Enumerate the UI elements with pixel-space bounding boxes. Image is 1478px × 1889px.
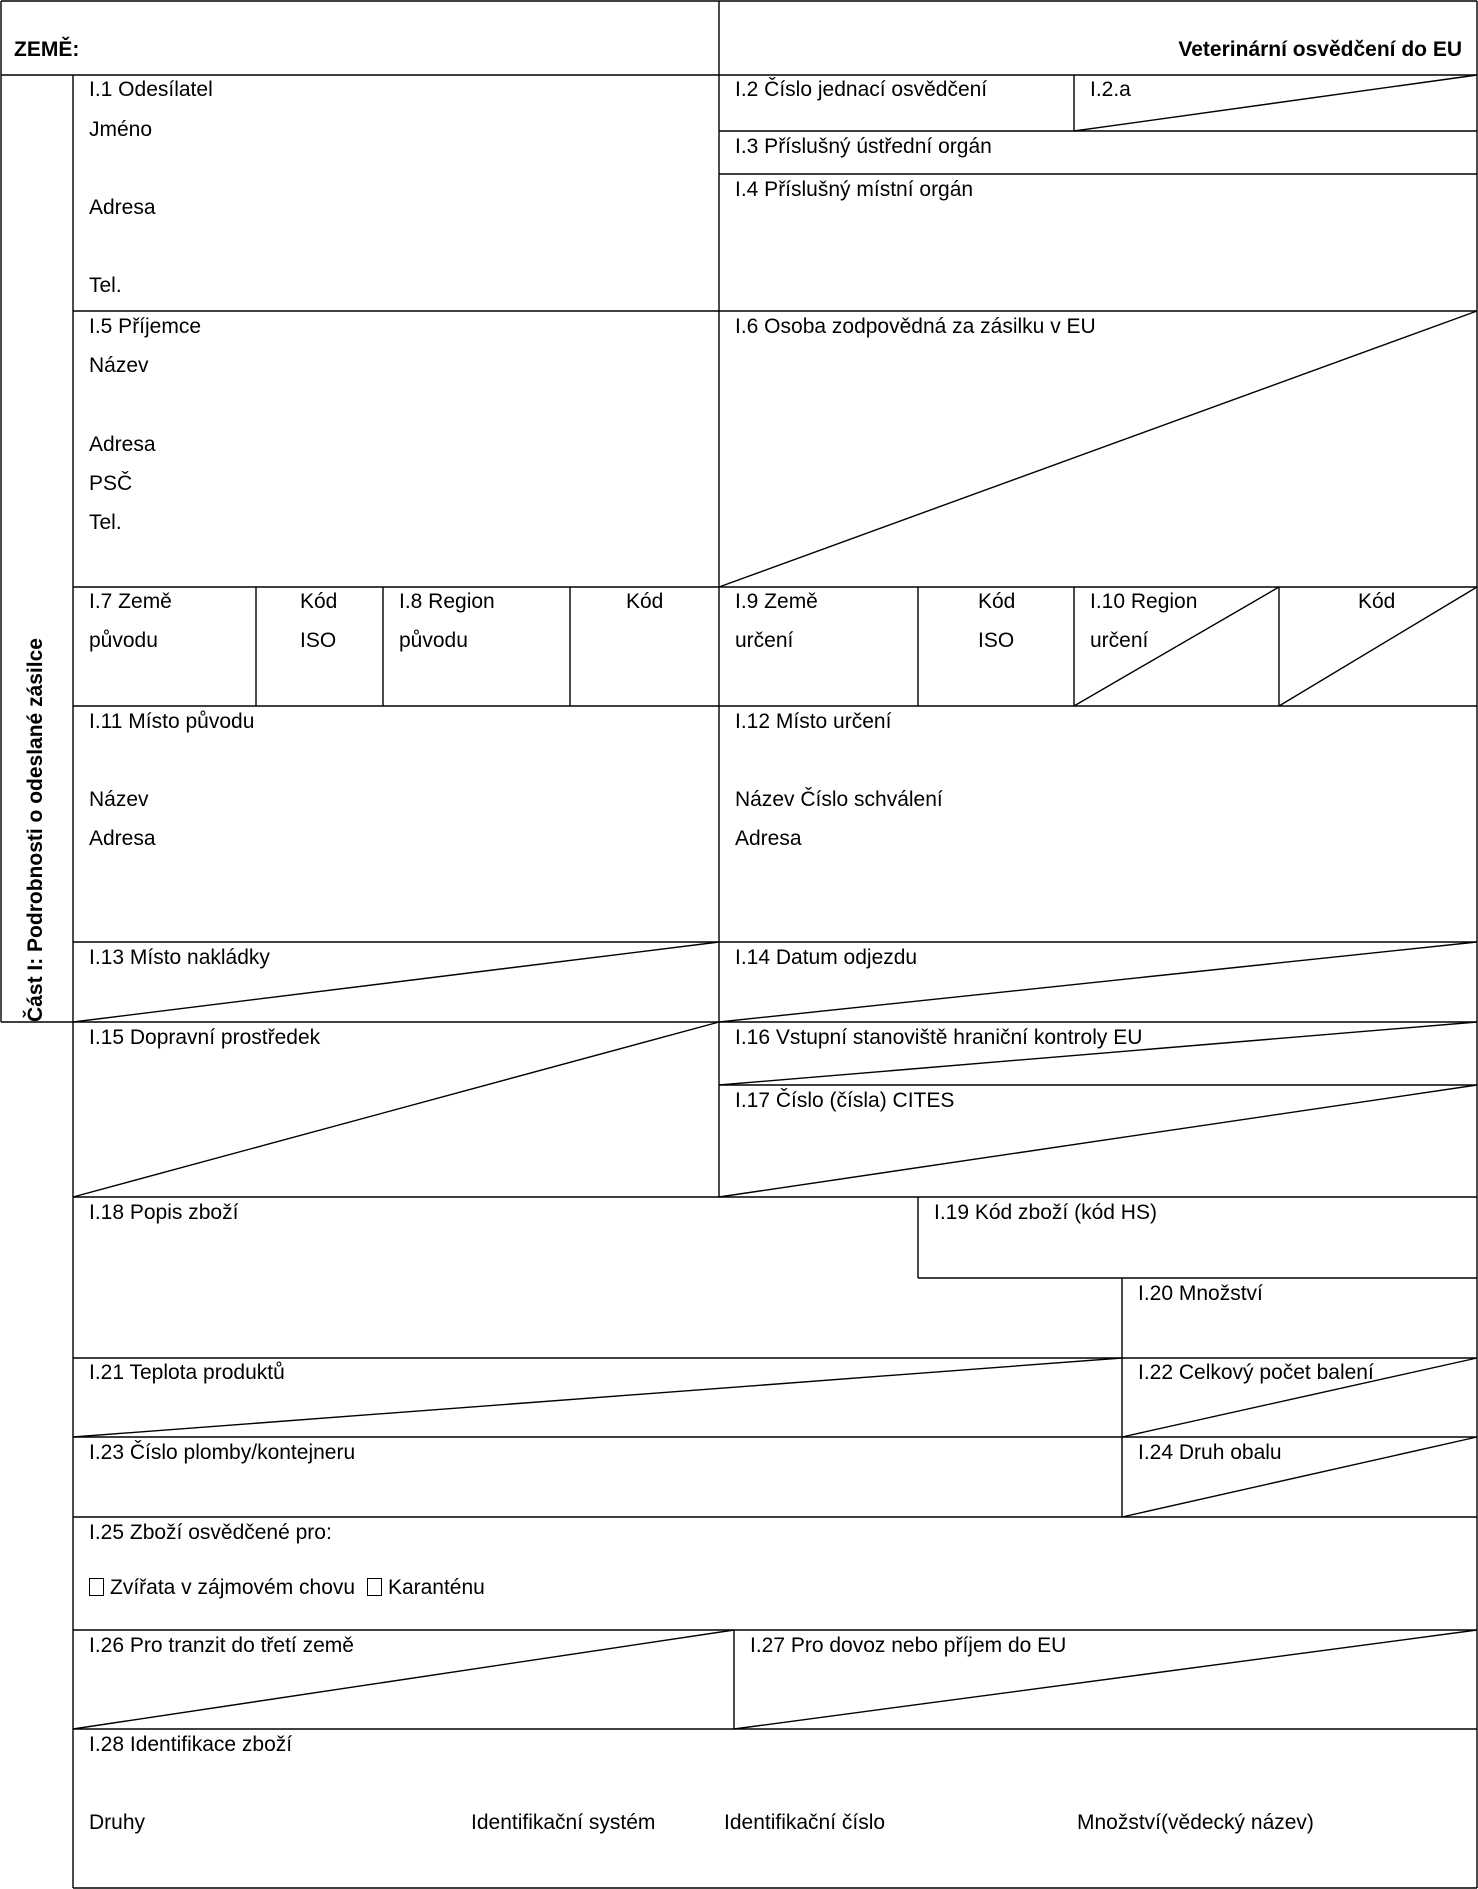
box-28-title: I.28 Identifikace zboží bbox=[89, 1733, 293, 1756]
consignor-tel-label: Tel. bbox=[89, 274, 122, 297]
consignee-name-label: Název bbox=[89, 354, 149, 377]
box-4-title: I.4 Příslušný místní orgán bbox=[735, 178, 974, 201]
box-9-title: I.9 Země bbox=[735, 590, 818, 613]
box-1-title: I.1 Odesílatel bbox=[89, 78, 213, 101]
consignee-address-label: Adresa bbox=[89, 433, 156, 456]
consignee-postcode-label: PSČ bbox=[89, 472, 133, 495]
certificate-title: Veterinární osvědčení do EU bbox=[1178, 38, 1462, 61]
origin-name-label: Název bbox=[89, 788, 149, 811]
box-2-title: I.2 Číslo jednací osvědčení bbox=[735, 78, 988, 101]
box-19-title: I.19 Kód zboží (kód HS) bbox=[934, 1201, 1157, 1224]
certified-for-options bbox=[89, 1575, 485, 1600]
quarantine-option-label: Karanténu bbox=[387, 1576, 485, 1599]
col-quantity-label: Množství(vědecký název) bbox=[1077, 1811, 1314, 1834]
box-23-title: I.23 Číslo plomby/kontejneru bbox=[89, 1441, 356, 1464]
pets-option-label: Zvířata v zájmovém chovu bbox=[110, 1576, 356, 1599]
destination-address-label: Adresa bbox=[735, 827, 802, 850]
box-8-title: I.8 Region bbox=[399, 590, 495, 613]
box-21-title: I.21 Teplota produktů bbox=[89, 1361, 285, 1384]
box-9-code-label: Kód bbox=[978, 590, 1016, 613]
pets-checkbox[interactable] bbox=[89, 1578, 104, 1596]
box-8-code-label: Kód bbox=[626, 590, 664, 613]
box-10-subtitle: určení bbox=[1090, 629, 1149, 652]
box-15-title: I.15 Dopravní prostředek bbox=[89, 1026, 321, 1049]
box-24-title: I.24 Druh obalu bbox=[1138, 1441, 1282, 1464]
box-17-title: I.17 Číslo (čísla) CITES bbox=[735, 1089, 955, 1112]
box-14-title: I.14 Datum odjezdu bbox=[735, 946, 918, 969]
consignor-name-label: Jméno bbox=[89, 118, 153, 141]
country-label: ZEMĚ: bbox=[14, 38, 80, 61]
box-16-title: I.16 Vstupní stanoviště hraniční kontroly EU bbox=[735, 1026, 1143, 1049]
col-species-label: Druhy bbox=[89, 1811, 146, 1834]
box-9-subtitle: určení bbox=[735, 629, 794, 652]
part-label: Část I: Podrobnosti o odeslané zásilce bbox=[24, 638, 47, 1022]
box-18-title: I.18 Popis zboží bbox=[89, 1201, 239, 1224]
box-8-subtitle: původu bbox=[399, 629, 468, 652]
box-13-title: I.13 Místo nakládky bbox=[89, 946, 270, 969]
consignor-address-label: Adresa bbox=[89, 196, 156, 219]
box-9-iso-label: ISO bbox=[978, 629, 1015, 652]
col-id-system-label: Identifikační systém bbox=[471, 1811, 656, 1834]
origin-address-label: Adresa bbox=[89, 827, 156, 850]
box-7-iso-label: ISO bbox=[300, 629, 337, 652]
box-22-title: I.22 Celkový počet balení bbox=[1138, 1361, 1374, 1384]
box-11-title: I.11 Místo původu bbox=[89, 710, 255, 733]
destination-name-label: Název Číslo schválení bbox=[735, 788, 943, 811]
box-3-title: I.3 Příslušný ústřední orgán bbox=[735, 135, 992, 158]
box-7-title: I.7 Země bbox=[89, 590, 172, 613]
box-26-title: I.26 Pro tranzit do třetí země bbox=[89, 1634, 354, 1657]
box-7-subtitle: původu bbox=[89, 629, 158, 652]
box-6-title: I.6 Osoba zodpovědná za zásilku v EU bbox=[735, 315, 1096, 338]
consignee-tel-label: Tel. bbox=[89, 511, 122, 534]
box-5-title: I.5 Příjemce bbox=[89, 315, 202, 338]
box-20-title: I.20 Množství bbox=[1138, 1282, 1263, 1305]
col-id-number-label: Identifikační číslo bbox=[724, 1811, 886, 1834]
box-10-title: I.10 Region bbox=[1090, 590, 1198, 613]
box-2a-title: I.2.a bbox=[1090, 78, 1131, 101]
box-12-title: I.12 Místo určení bbox=[735, 710, 892, 733]
box-25-title: I.25 Zboží osvědčené pro: bbox=[89, 1521, 332, 1544]
quarantine-checkbox[interactable] bbox=[367, 1578, 382, 1596]
box-7-code-label: Kód bbox=[300, 590, 338, 613]
box-10-code-label: Kód bbox=[1358, 590, 1396, 613]
box-27-title: I.27 Pro dovoz nebo příjem do EU bbox=[750, 1634, 1067, 1657]
